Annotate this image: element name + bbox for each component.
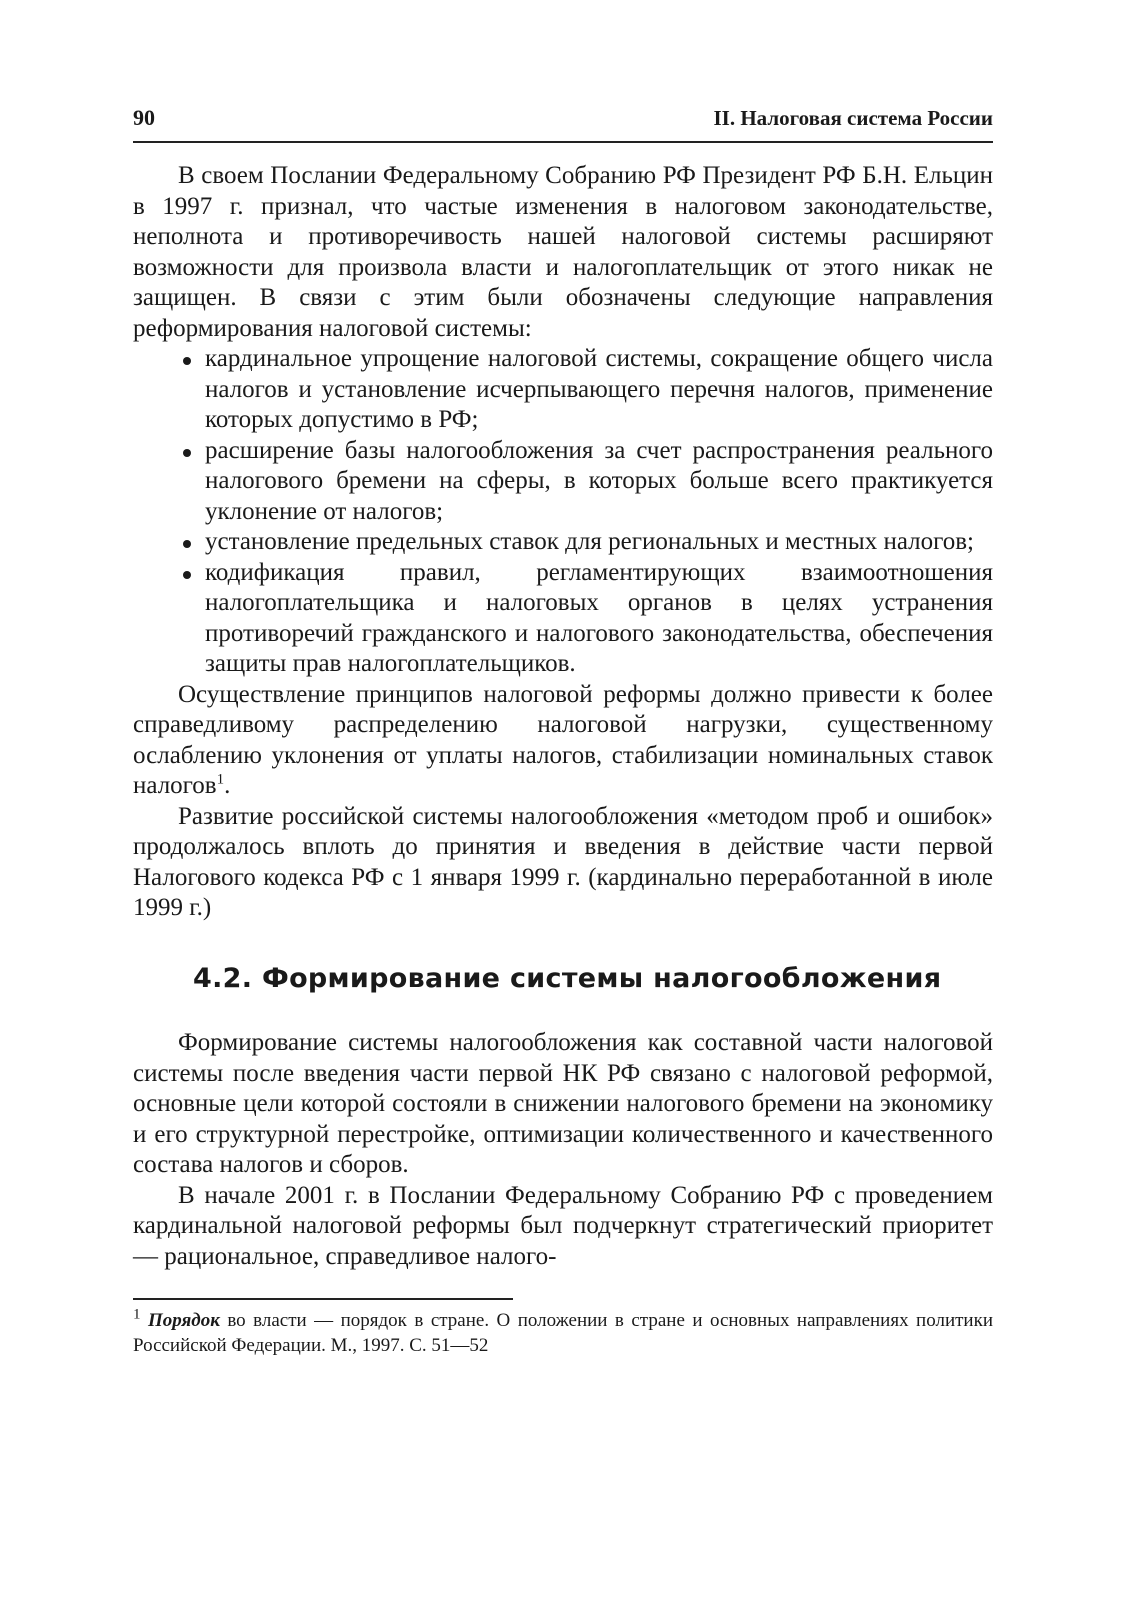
paragraph-2001-message: В начале 2001 г. в Послании Федеральному Собранию РФ с проведением кардинальной налоговой реформы был подчеркнут стратегический приоритет — рациональное, справедливое налого- <box>133 1181 993 1270</box>
footnote-marker: 1 <box>133 1306 141 1323</box>
list-item: кодификация правил, регламентирующих взаимоотношения налогоплательщика и налоговых органов в целях устранения противоречий гражданского и налогового законодательства, обеспечения защиты прав налогоплательщиков. <box>181 558 993 680</box>
paragraph-end: . <box>224 772 231 799</box>
footnote-reference: 1 <box>216 771 225 788</box>
footnote-text: во власти — порядок в стране. О положении в стране и основных направлениях политики Российской Федерации. М., 1997. С. 51—52 <box>133 1310 993 1356</box>
paragraph-intro: В своем Послании Федеральному Собранию РФ Президент РФ Б.Н. Ельцин в 1997 г. признал, что частые изменения в налоговом законодательстве, неполнота и противоречивость нашей налоговой системы расширяют возможности для произвола власти и налогоплательщик от этого никак не защищен. В связи с этим были обозначены следующие направления реформирования налоговой системы: <box>133 162 993 342</box>
running-title: II. Налоговая система России <box>713 106 993 130</box>
paragraph-reform-goals <box>133 680 993 802</box>
body-text <box>133 161 993 1272</box>
reform-directions-list <box>133 344 993 680</box>
paragraph-text: Осуществление принципов налоговой реформы должно привести к более справедливому распределению налоговой нагрузки, существенному ослаблению уклонения от уплаты налогов, стабилизации номинальных ставок налогов <box>133 680 993 799</box>
book-page <box>133 105 993 1358</box>
running-header <box>133 105 993 143</box>
page-number: 90 <box>133 105 155 130</box>
list-item: установление предельных ставок для региональных и местных налогов; <box>181 527 993 558</box>
list-item: кардинальное упрощение налоговой системы, сокращение общего числа налогов и установление исчерпывающего перечня налогов, применение которых допустимо в РФ; <box>181 344 993 436</box>
paragraph-formation: Формирование системы налогообложения как составной части налоговой системы после введения части первой НК РФ связано с налоговой реформой, основные цели которой состояли в снижении налогового бремени на экономику и его структурной перестройке, оптимизации количественного и качественного состава налогов и сборов. <box>133 1029 993 1178</box>
footnote-divider <box>133 1298 513 1300</box>
footnote-italic: Порядок <box>147 1310 220 1331</box>
footnote <box>133 1308 993 1358</box>
paragraph-development: Развитие российской системы налогообложения «методом проб и ошибок» продолжалось вплоть до принятия и введения в действие части первой Налогового кодекса РФ с 1 января 1999 г. (кардинально переработанной в июле 1999 г.) <box>133 802 993 921</box>
list-item: расширение базы налогообложения за счет распространения реального налогового бремени на сферы, в которых больше всего практикуется уклонение от налогов; <box>181 436 993 528</box>
section-heading: 4.2. Формирование системы налогообложения <box>193 962 942 994</box>
